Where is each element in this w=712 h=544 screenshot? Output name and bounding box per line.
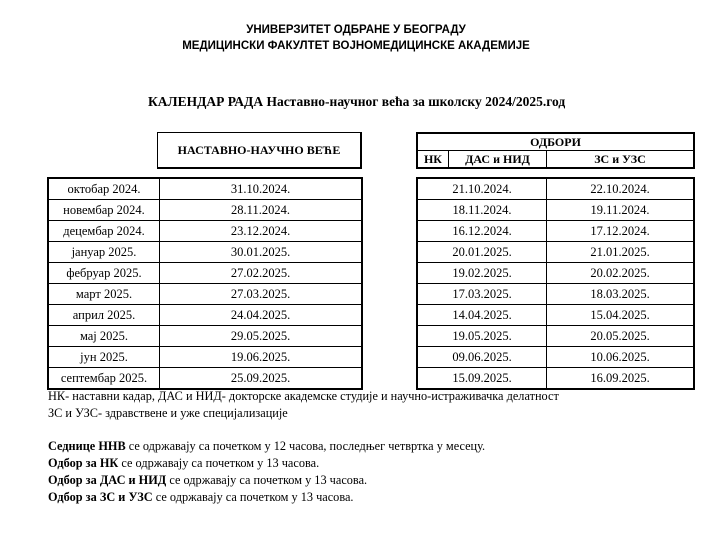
table-row [48, 178, 362, 200]
table-row [417, 347, 694, 368]
month-cell: децембар 2024. [48, 221, 160, 242]
odbori-schedule-table [416, 177, 695, 390]
document-title: КАЛЕНДАР РАДА Наставно-научног већа за школску 2024/2025.год [148, 94, 566, 109]
table-row [417, 305, 694, 326]
nnv-date-cell: 24.04.2025. [160, 305, 363, 326]
table-row [48, 263, 362, 284]
nnv-date-cell: 25.09.2025. [160, 368, 363, 390]
nnv-date-cell: 29.05.2025. [160, 326, 363, 347]
zs-uzs-date-cell: 19.11.2024. [547, 200, 695, 221]
nnv-date-cell: 30.01.2025. [160, 242, 363, 263]
table-row [417, 200, 694, 221]
odbori-header-table [416, 132, 695, 169]
zs-uzs-date-cell: 10.06.2025. [547, 347, 695, 368]
month-cell: мај 2025. [48, 326, 160, 347]
table-row [48, 326, 362, 347]
university-name: УНИВЕРЗИТЕТ ОДБРАНЕ У БЕОГРАДУ [246, 24, 466, 36]
col-zs-uzs: ЗС и УЗС [547, 151, 695, 169]
table-row [417, 284, 694, 305]
nk-das-date-cell: 18.11.2024. [417, 200, 547, 221]
table-row [48, 284, 362, 305]
nnv-date-cell: 31.10.2024. [160, 178, 363, 200]
legend-line-1: НК- наставни кадар, ДАС и НИД- докторске академске студије и научно-истраживачка делатност [48, 389, 559, 403]
table-row [417, 368, 694, 390]
zs-uzs-date-cell: 21.01.2025. [547, 242, 695, 263]
meeting-note-nnv: Седнице ННВ се одржавају са почетком у 12 часова, последњег четвртка у месецу. [48, 439, 486, 453]
meeting-note-nk: Одбор за НК се одржавају са почетком у 13 часова. [48, 456, 320, 470]
nnv-date-cell: 27.02.2025. [160, 263, 363, 284]
legend-line-2: ЗС и УЗС- здравствене и уже специјализације [48, 406, 288, 420]
table-row [48, 305, 362, 326]
nk-das-date-cell: 16.12.2024. [417, 221, 547, 242]
nk-das-date-cell: 20.01.2025. [417, 242, 547, 263]
nnv-schedule-table [47, 177, 363, 390]
zs-uzs-date-cell: 16.09.2025. [547, 368, 695, 390]
nk-das-date-cell: 14.04.2025. [417, 305, 547, 326]
zs-uzs-date-cell: 20.02.2025. [547, 263, 695, 284]
zs-uzs-date-cell: 15.04.2025. [547, 305, 695, 326]
nnv-column-header: НАСТАВНО-НАУЧНО ВЕЋЕ [157, 132, 362, 169]
month-cell: јануар 2025. [48, 242, 160, 263]
nnv-date-cell: 19.06.2025. [160, 347, 363, 368]
table-row [417, 326, 694, 347]
table-row [48, 242, 362, 263]
nk-das-date-cell: 17.03.2025. [417, 284, 547, 305]
nnv-date-cell: 27.03.2025. [160, 284, 363, 305]
table-row [48, 368, 362, 390]
table-row [417, 178, 694, 200]
col-das-nid: ДАС и НИД [449, 151, 547, 169]
month-cell: октобар 2024. [48, 178, 160, 200]
nk-das-date-cell: 21.10.2024. [417, 178, 547, 200]
table-row [48, 347, 362, 368]
zs-uzs-date-cell: 18.03.2025. [547, 284, 695, 305]
meeting-note-das-nid: Одбор за ДАС и НИД се одржавају са почетком у 13 часова. [48, 473, 368, 487]
table-row [48, 221, 362, 242]
table-row [48, 200, 362, 221]
month-cell: новембар 2024. [48, 200, 160, 221]
month-cell: фебруар 2025. [48, 263, 160, 284]
zs-uzs-date-cell: 22.10.2024. [547, 178, 695, 200]
nk-das-date-cell: 15.09.2025. [417, 368, 547, 390]
zs-uzs-date-cell: 17.12.2024. [547, 221, 695, 242]
month-cell: септембар 2025. [48, 368, 160, 390]
table-row [417, 242, 694, 263]
table-row [417, 221, 694, 242]
zs-uzs-date-cell: 20.05.2025. [547, 326, 695, 347]
nk-das-date-cell: 19.02.2025. [417, 263, 547, 284]
col-nk: НК [417, 151, 449, 169]
nk-das-date-cell: 19.05.2025. [417, 326, 547, 347]
table-row [417, 263, 694, 284]
month-cell: јун 2025. [48, 347, 160, 368]
odbori-title: ОДБОРИ [417, 133, 694, 151]
faculty-name: МЕДИЦИНСКИ ФАКУЛТЕТ ВОЈНОМЕДИЦИНСКЕ АКАДЕМИЈЕ [182, 40, 530, 52]
meeting-note-zs-uzs: Одбор за ЗС и УЗС се одржавају са почетком у 13 часова. [48, 490, 354, 504]
nk-das-date-cell: 09.06.2025. [417, 347, 547, 368]
month-cell: март 2025. [48, 284, 160, 305]
nnv-date-cell: 23.12.2024. [160, 221, 363, 242]
month-cell: април 2025. [48, 305, 160, 326]
nnv-date-cell: 28.11.2024. [160, 200, 363, 221]
